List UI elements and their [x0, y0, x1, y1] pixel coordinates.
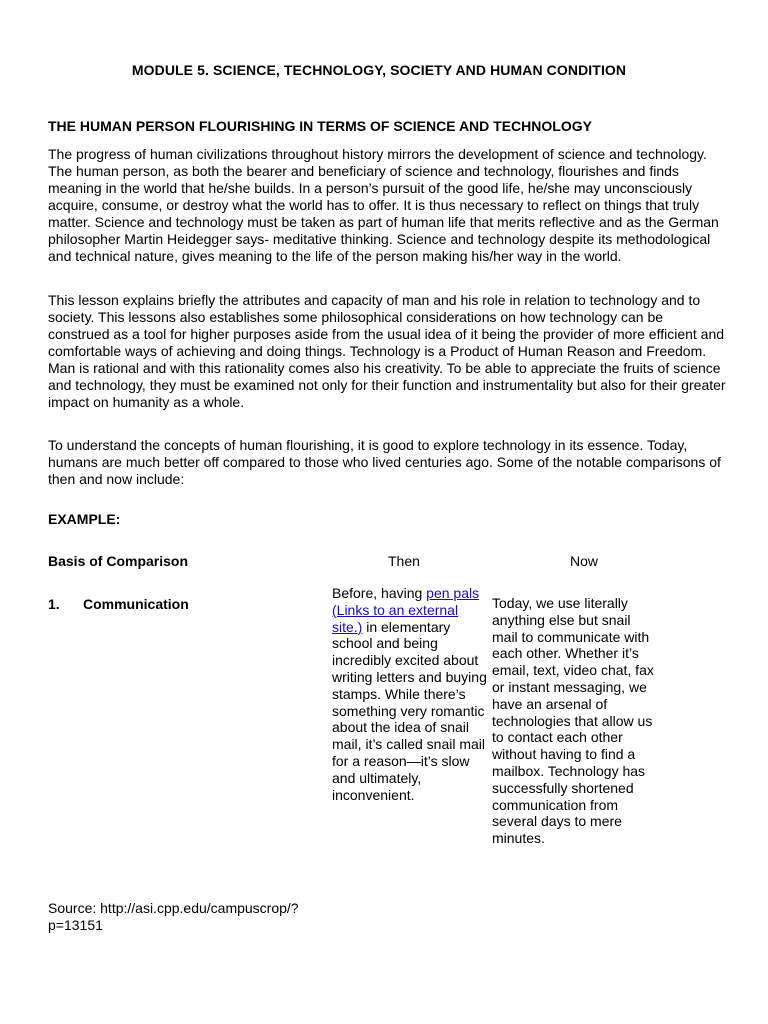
intro-paragraph: The progress of human civilizations throughout history mirrors the development of science and technology. The human person, as both the bearer and beneficiary of science and technology, flourishes and finds meaning in the world that he/she builds. In a person’s pursuit of the good life, he/she may unconsciously acquire, consume, or destroy what the world has to offer. It is thus necessary to reflect on things that truly matter. Science and technology must be taken as part of human life that merits reflective and as the German philosopher Martin Heidegger says- meditative thinking. Science and technology despite its methodological and technical nature, gives meaning to the life of the person making his/her way in the world.	[48, 146, 719, 264]
header-basis-of-comparison: Basis of Comparison	[48, 553, 189, 569]
header-then: Then	[388, 553, 420, 569]
row-number: 1.	[48, 596, 60, 612]
cell-then-communication	[332, 585, 492, 803]
section-title: THE HUMAN PERSON FLOURISHING IN TERMS OF SCIENCE AND TECHNOLOGY	[48, 118, 592, 134]
row-label-communication: Communication	[83, 596, 189, 612]
example-label: EXAMPLE:	[48, 511, 121, 527]
module-title: MODULE 5. SCIENCE, TECHNOLOGY, SOCIETY AND HUMAN CONDITION	[131, 62, 627, 78]
header-now: Now	[570, 553, 599, 569]
then-text-before: Before, having	[332, 585, 427, 601]
cell-now-communication: Today, we use literally anything else but snail mail to communicate with each other. Whether it’s email, text, video chat, fax or instant messaging, we have an arsenal of technologies that allow us to contact each other without having to find a mailbox. Technology has successfully shortened communication from several days to mere minutes.	[492, 595, 654, 847]
comparison-intro-paragraph: To understand the concepts of human flourishing, it is good to explore technology in its essence. Today, humans are much better off compared to those who lived centuries ago. Some of the notable comparisons of then and now include:	[48, 437, 721, 487]
source-citation: Source: http://asi.cpp.edu/campuscrop/?p=13151	[48, 900, 299, 933]
pen-pals-link[interactable]: pen pals (Links to an external site.)	[332, 585, 480, 635]
lesson-paragraph: This lesson explains briefly the attributes and capacity of man and his role in relation to technology and to society. This lessons also establishes some philosophical considerations on how technology can be construed as a tool for higher purposes aside from the usual idea of it being the provider of more efficient and comfortable ways of achieving and doing things. Technology is a Product of Human Reason and Freedom. Man is rational and with this rationality comes also his creativity. To be able to appreciate the fruits of science and technology, they must be examined not only for their function and instrumentality but also for their greater impact on humanity as a whole.	[48, 292, 726, 410]
then-text-after: in elementary school and being incredibly excited about writing letters and buying stamps. While there’s something very romantic about the idea of snail mail, it’s called snail mail for a reason—it’s slow and ultimately, inconvenient.	[332, 618, 487, 803]
